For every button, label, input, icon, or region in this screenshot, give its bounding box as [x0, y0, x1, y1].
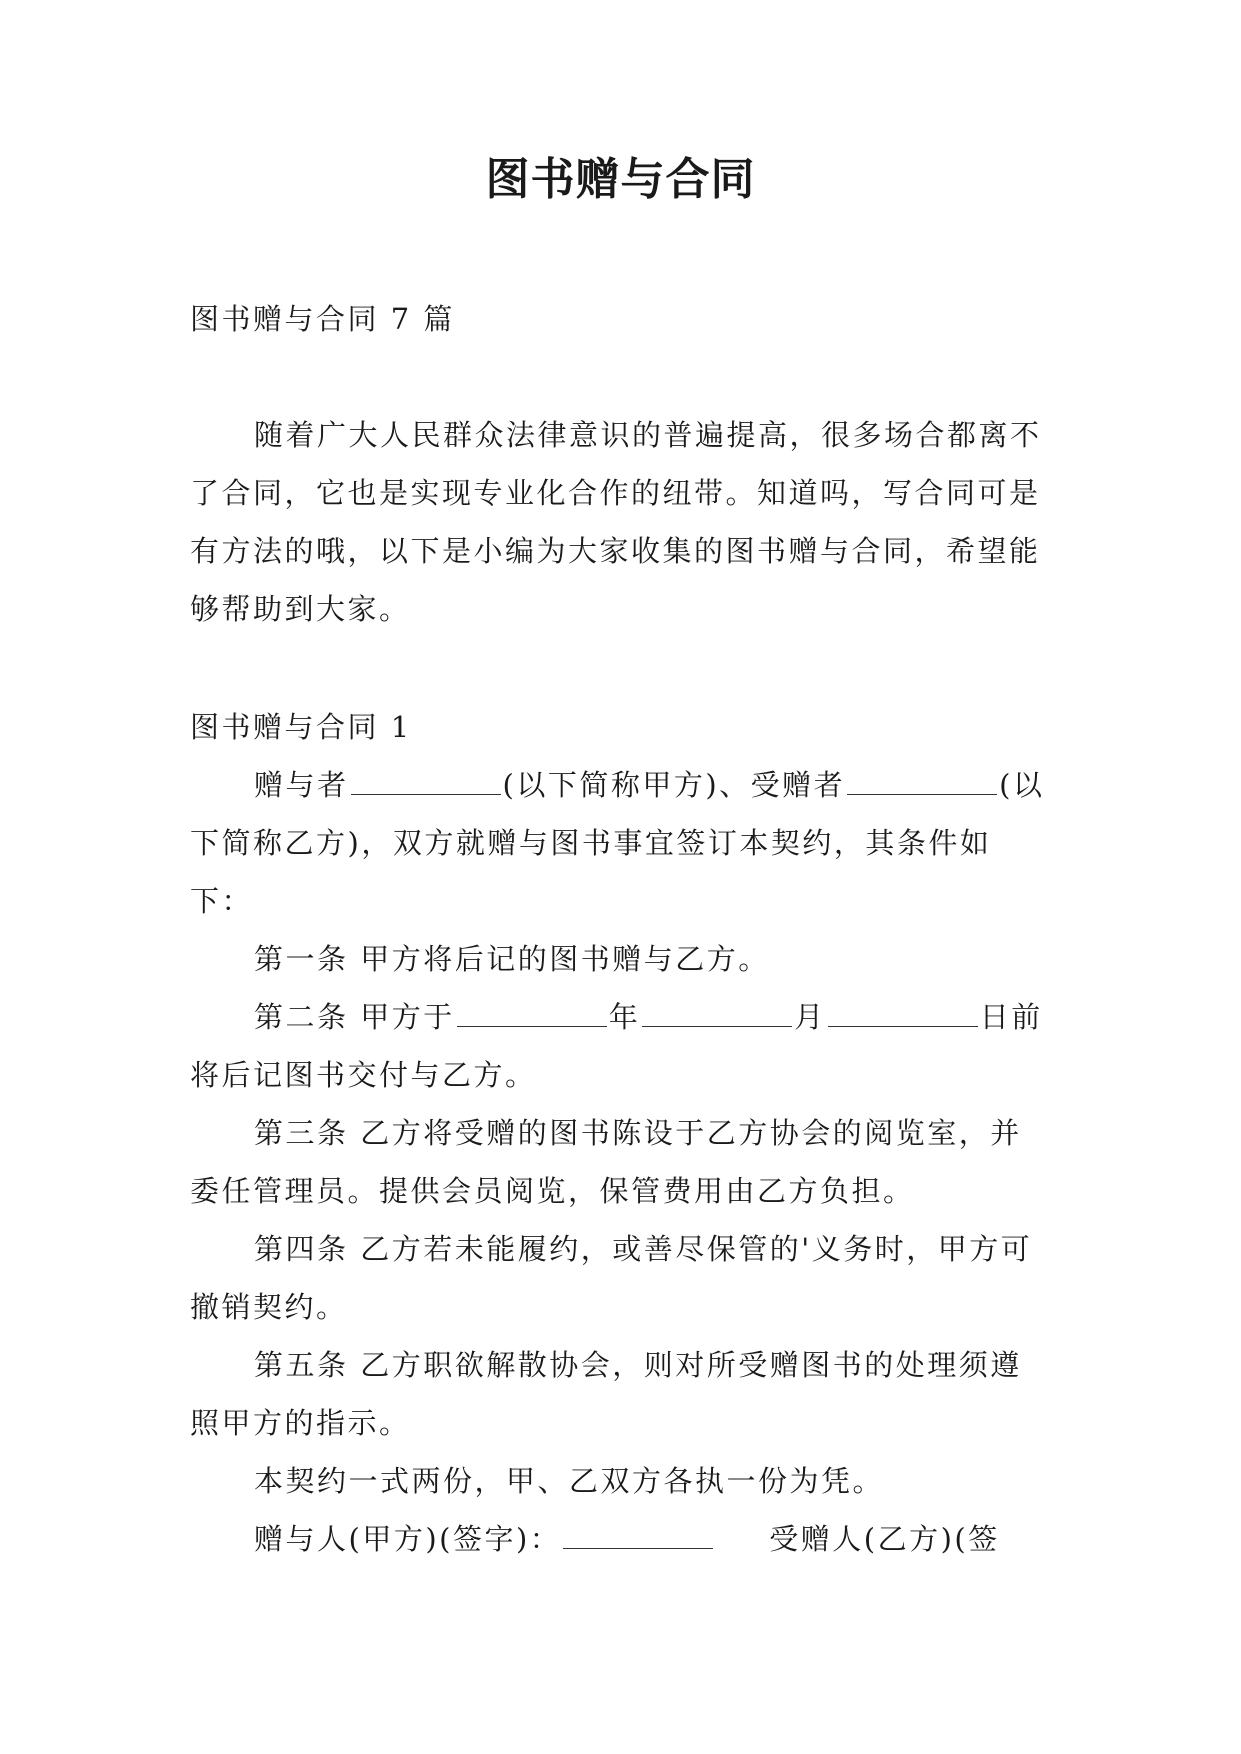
- document-title: 图书赠与合同: [485, 154, 756, 205]
- donor-signature-blank: [563, 1522, 713, 1549]
- signature-line: [190, 1510, 1050, 1568]
- year-label: 年: [608, 1000, 641, 1034]
- article-3: 第三条 乙方将受赠的图书陈设于乙方协会的阅览室，并委任管理员。提供会员阅览，保管费用由乙方负担。: [190, 1116, 1022, 1208]
- article-2-text: 日前将后记图书交付与乙方。: [190, 1000, 1043, 1092]
- preamble-paragraph: [190, 756, 1050, 930]
- month-blank: [642, 1000, 792, 1027]
- donee-signature-label: 受赠人(乙方)(签: [769, 1522, 1000, 1556]
- intro-paragraph: 随着广大人民群众法律意识的普遍提高，很多场合都离不了合同，它也是实现专业化合作的纽带。知道吗，写合同可是有方法的哦，以下是小编为大家收集的图书赠与合同，希望能够帮助到大家。: [190, 418, 1042, 626]
- section-heading: 图书赠与合同 1: [190, 710, 412, 744]
- day-blank: [828, 1000, 978, 1027]
- document-body: [190, 290, 1050, 1568]
- subtitle: 图书赠与合同 7 篇: [190, 302, 455, 336]
- article-4: 第四条 乙方若未能履约，或善尽保管的'义务时，甲方可撤销契约。: [190, 1232, 1033, 1324]
- donor-signature-label: 赠与人(甲方)(签字)：: [254, 1522, 562, 1556]
- article-2-text: 第二条 甲方于: [254, 1000, 455, 1034]
- article-5: 第五条 乙方职欲解散协会，则对所受赠图书的处理须遵照甲方的指示。: [190, 1348, 1022, 1440]
- article-2: [190, 988, 1050, 1104]
- article-1: 第一条 甲方将后记的图书赠与乙方。: [254, 942, 770, 976]
- year-blank: [457, 1000, 607, 1027]
- preamble-text: (以下简称乙方)，双方就赠与图书事宜签订本契约，其条件如下：: [190, 768, 1045, 918]
- donor-name-blank: [351, 768, 501, 795]
- preamble-text: 赠与者: [254, 768, 349, 802]
- month-label: 月: [794, 1000, 826, 1034]
- copies-paragraph: 本契约一式两份，甲、乙双方各执一份为凭。: [254, 1464, 885, 1498]
- donee-name-blank: [847, 768, 997, 795]
- preamble-text: (以下简称甲方)、受赠者: [502, 768, 846, 802]
